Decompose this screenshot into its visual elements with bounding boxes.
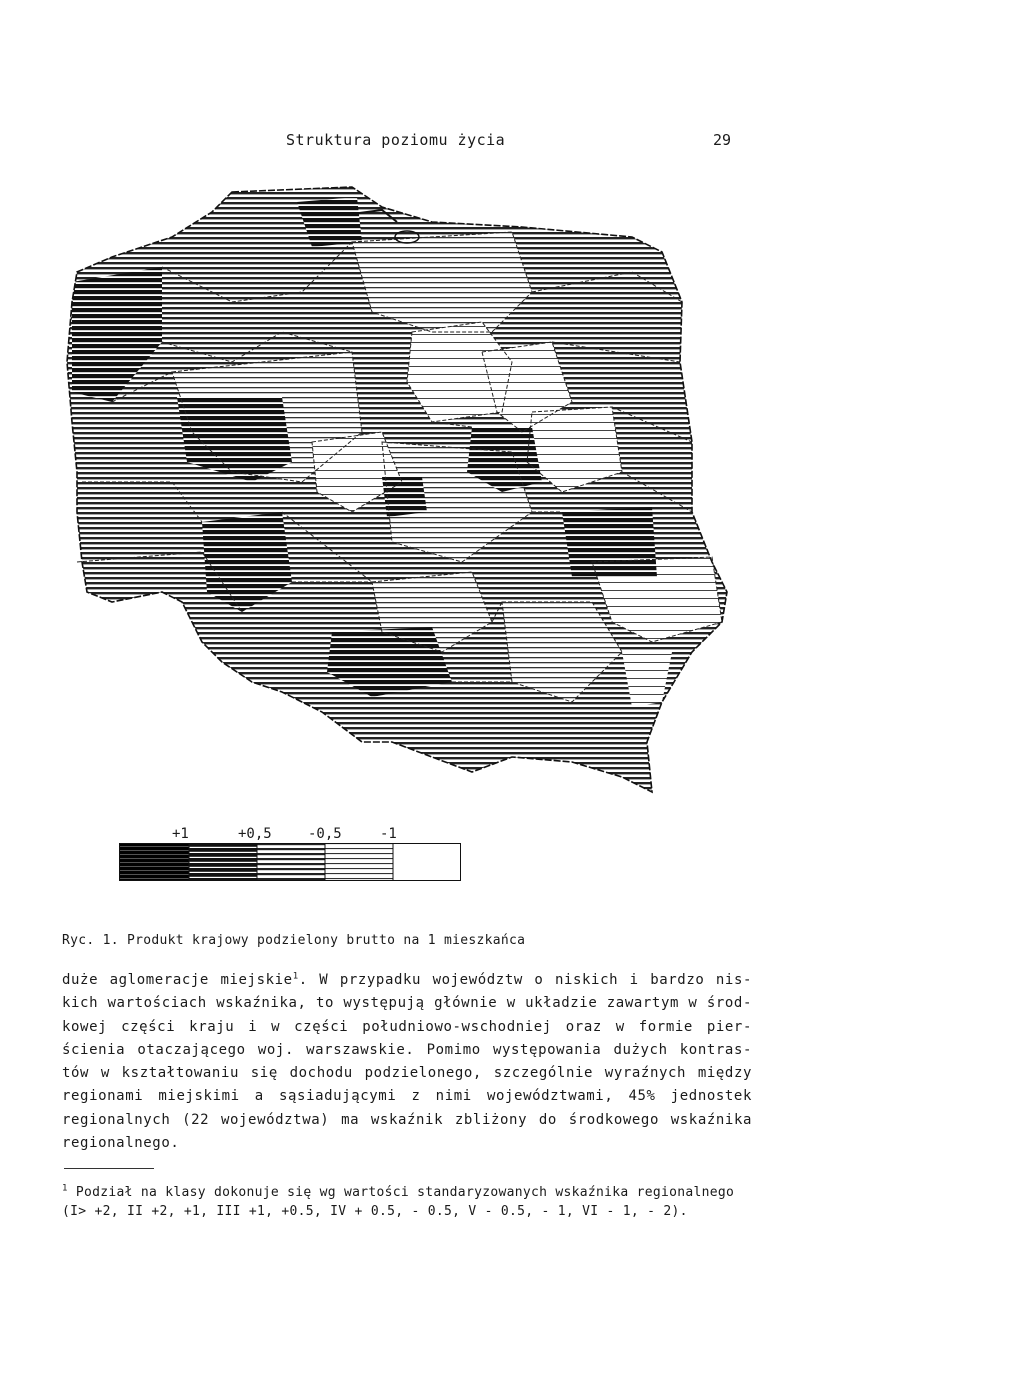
body-line: ścienia otaczającego woj. warszawskie. Pomimo występowania dużych kontras- bbox=[62, 1041, 752, 1058]
footnote-line: $^1$ Podział na klasy dokonuje się wg wartości standaryzowanych wskaźnika regionalnego bbox=[62, 1183, 735, 1200]
legend-hatch-scale bbox=[119, 843, 461, 881]
body-line: tów w kształtowaniu się dochodu podzielonego, szczególnie wyraźnych między bbox=[62, 1065, 752, 1082]
body-line: regionalnych (22 województwa) ma wskaźnik zbliżony do środkowego wskaźnika bbox=[62, 1111, 752, 1128]
running-header-title: Struktura poziomu życia bbox=[286, 131, 506, 149]
footnote bbox=[62, 1183, 734, 1221]
legend-label: -0,5 bbox=[308, 826, 342, 842]
page-number: 29 bbox=[713, 131, 732, 149]
legend-label: +0,5 bbox=[238, 826, 272, 842]
footnote-marker: 1 bbox=[62, 1183, 68, 1194]
body-line: regionalnego. bbox=[62, 1135, 180, 1152]
body-paragraph bbox=[62, 969, 752, 1155]
body-line: regionami miejskimi a sąsiadującymi z nimi województwami, 45% jednostek bbox=[62, 1088, 752, 1105]
voivodeship-map bbox=[52, 182, 752, 812]
legend-label: +1 bbox=[172, 826, 189, 842]
legend-label: -1 bbox=[380, 826, 397, 842]
body-line: duże aglomeracje miejskie$^1$. W przypadku województw o niskich i bardzo nis- bbox=[62, 971, 752, 988]
footnote-divider bbox=[64, 1168, 154, 1169]
footnote-line: (I> +2, II +2, +1, III +1, +0.5, IV + 0.5, - 0.5, V - 0.5, - 1, VI - 1, - 2). bbox=[62, 1204, 688, 1219]
footnote-reference: 1 bbox=[292, 971, 299, 982]
figure-caption: Ryc. 1. Produkt krajowy podzielony brutto na 1 mieszkańca bbox=[62, 933, 526, 948]
body-line: kowej części kraju i w części południowo-wschodniej oraz w formie pier- bbox=[62, 1018, 752, 1035]
body-line: kich wartościach wskaźnika, to występują głównie w układzie zawartym w środ- bbox=[62, 995, 752, 1012]
